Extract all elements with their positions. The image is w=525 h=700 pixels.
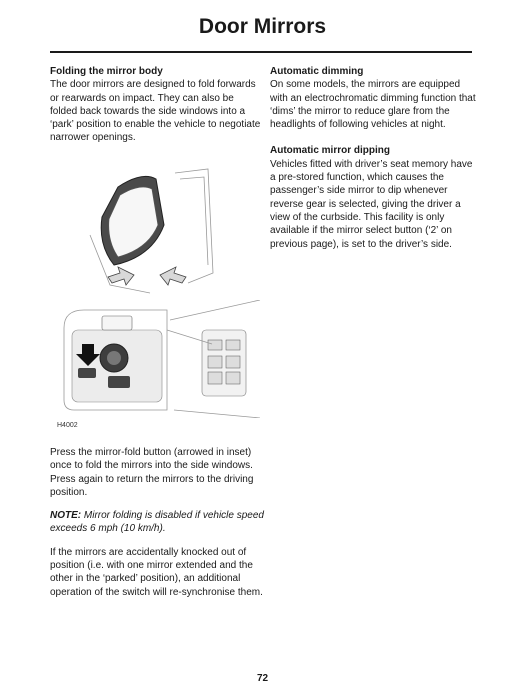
resync-text: If the mirrors are accidentally knocked out of position (i.e. with one mirror extended and the other in the ‘parked’ position), an additional operation of the switch will re-synchronise them.	[50, 546, 263, 598]
fold-instructions: Press the mirror-fold button (arrowed in inset) once to fold the mirrors into the side windows. Press again to return the mirrors to the driving position.	[50, 447, 254, 498]
folding-heading: Folding the mirror body	[50, 66, 163, 77]
folding-text: The door mirrors are designed to fold forwards or rearwards on impact. They can also be folded back towards the side windows into a ‘park’ position to enable the vehicle to negotiate narrower openings.	[50, 79, 261, 144]
dimming-heading: Automatic dimming	[270, 66, 364, 77]
page-number: 72	[256, 673, 269, 684]
joystick-center	[107, 351, 121, 365]
note	[50, 509, 268, 536]
mirror-select-button	[108, 376, 130, 388]
window-switch	[102, 316, 132, 330]
dipping-heading: Automatic mirror dipping	[270, 145, 390, 157]
dimming-text: On some models, the mirrors are equipped with an electrochromatic dimming function that ‘dims’ the mirror to reduce glare from the headlights of following vehicles at night.	[270, 79, 476, 131]
left-column-top	[50, 65, 262, 155]
mirror-illustration	[80, 165, 230, 295]
mirror-fold-button	[78, 368, 96, 378]
right-column	[270, 65, 480, 264]
title-divider	[50, 51, 472, 53]
mirror-switch-illustration	[62, 300, 262, 418]
note-text: Mirror folding is disabled if vehicle speed exceeds 6 mph (10 km/h).	[50, 510, 264, 535]
fold-arrows	[108, 267, 186, 285]
page-title: Door Mirrors	[198, 15, 327, 38]
dipping-text: Vehicles fitted with driver’s seat memory have a pre-stored function, which causes the passenger’s side mirror to dip whenever reverse gear is selected, giving the driver a view of the curbside. This facility is only available if the mirror select button (‘2’ on previous page), is set to the driver’s side.	[270, 158, 473, 250]
note-label: NOTE:	[50, 510, 82, 522]
left-column-bottom	[50, 446, 268, 609]
figure-id: H4002	[57, 422, 78, 429]
